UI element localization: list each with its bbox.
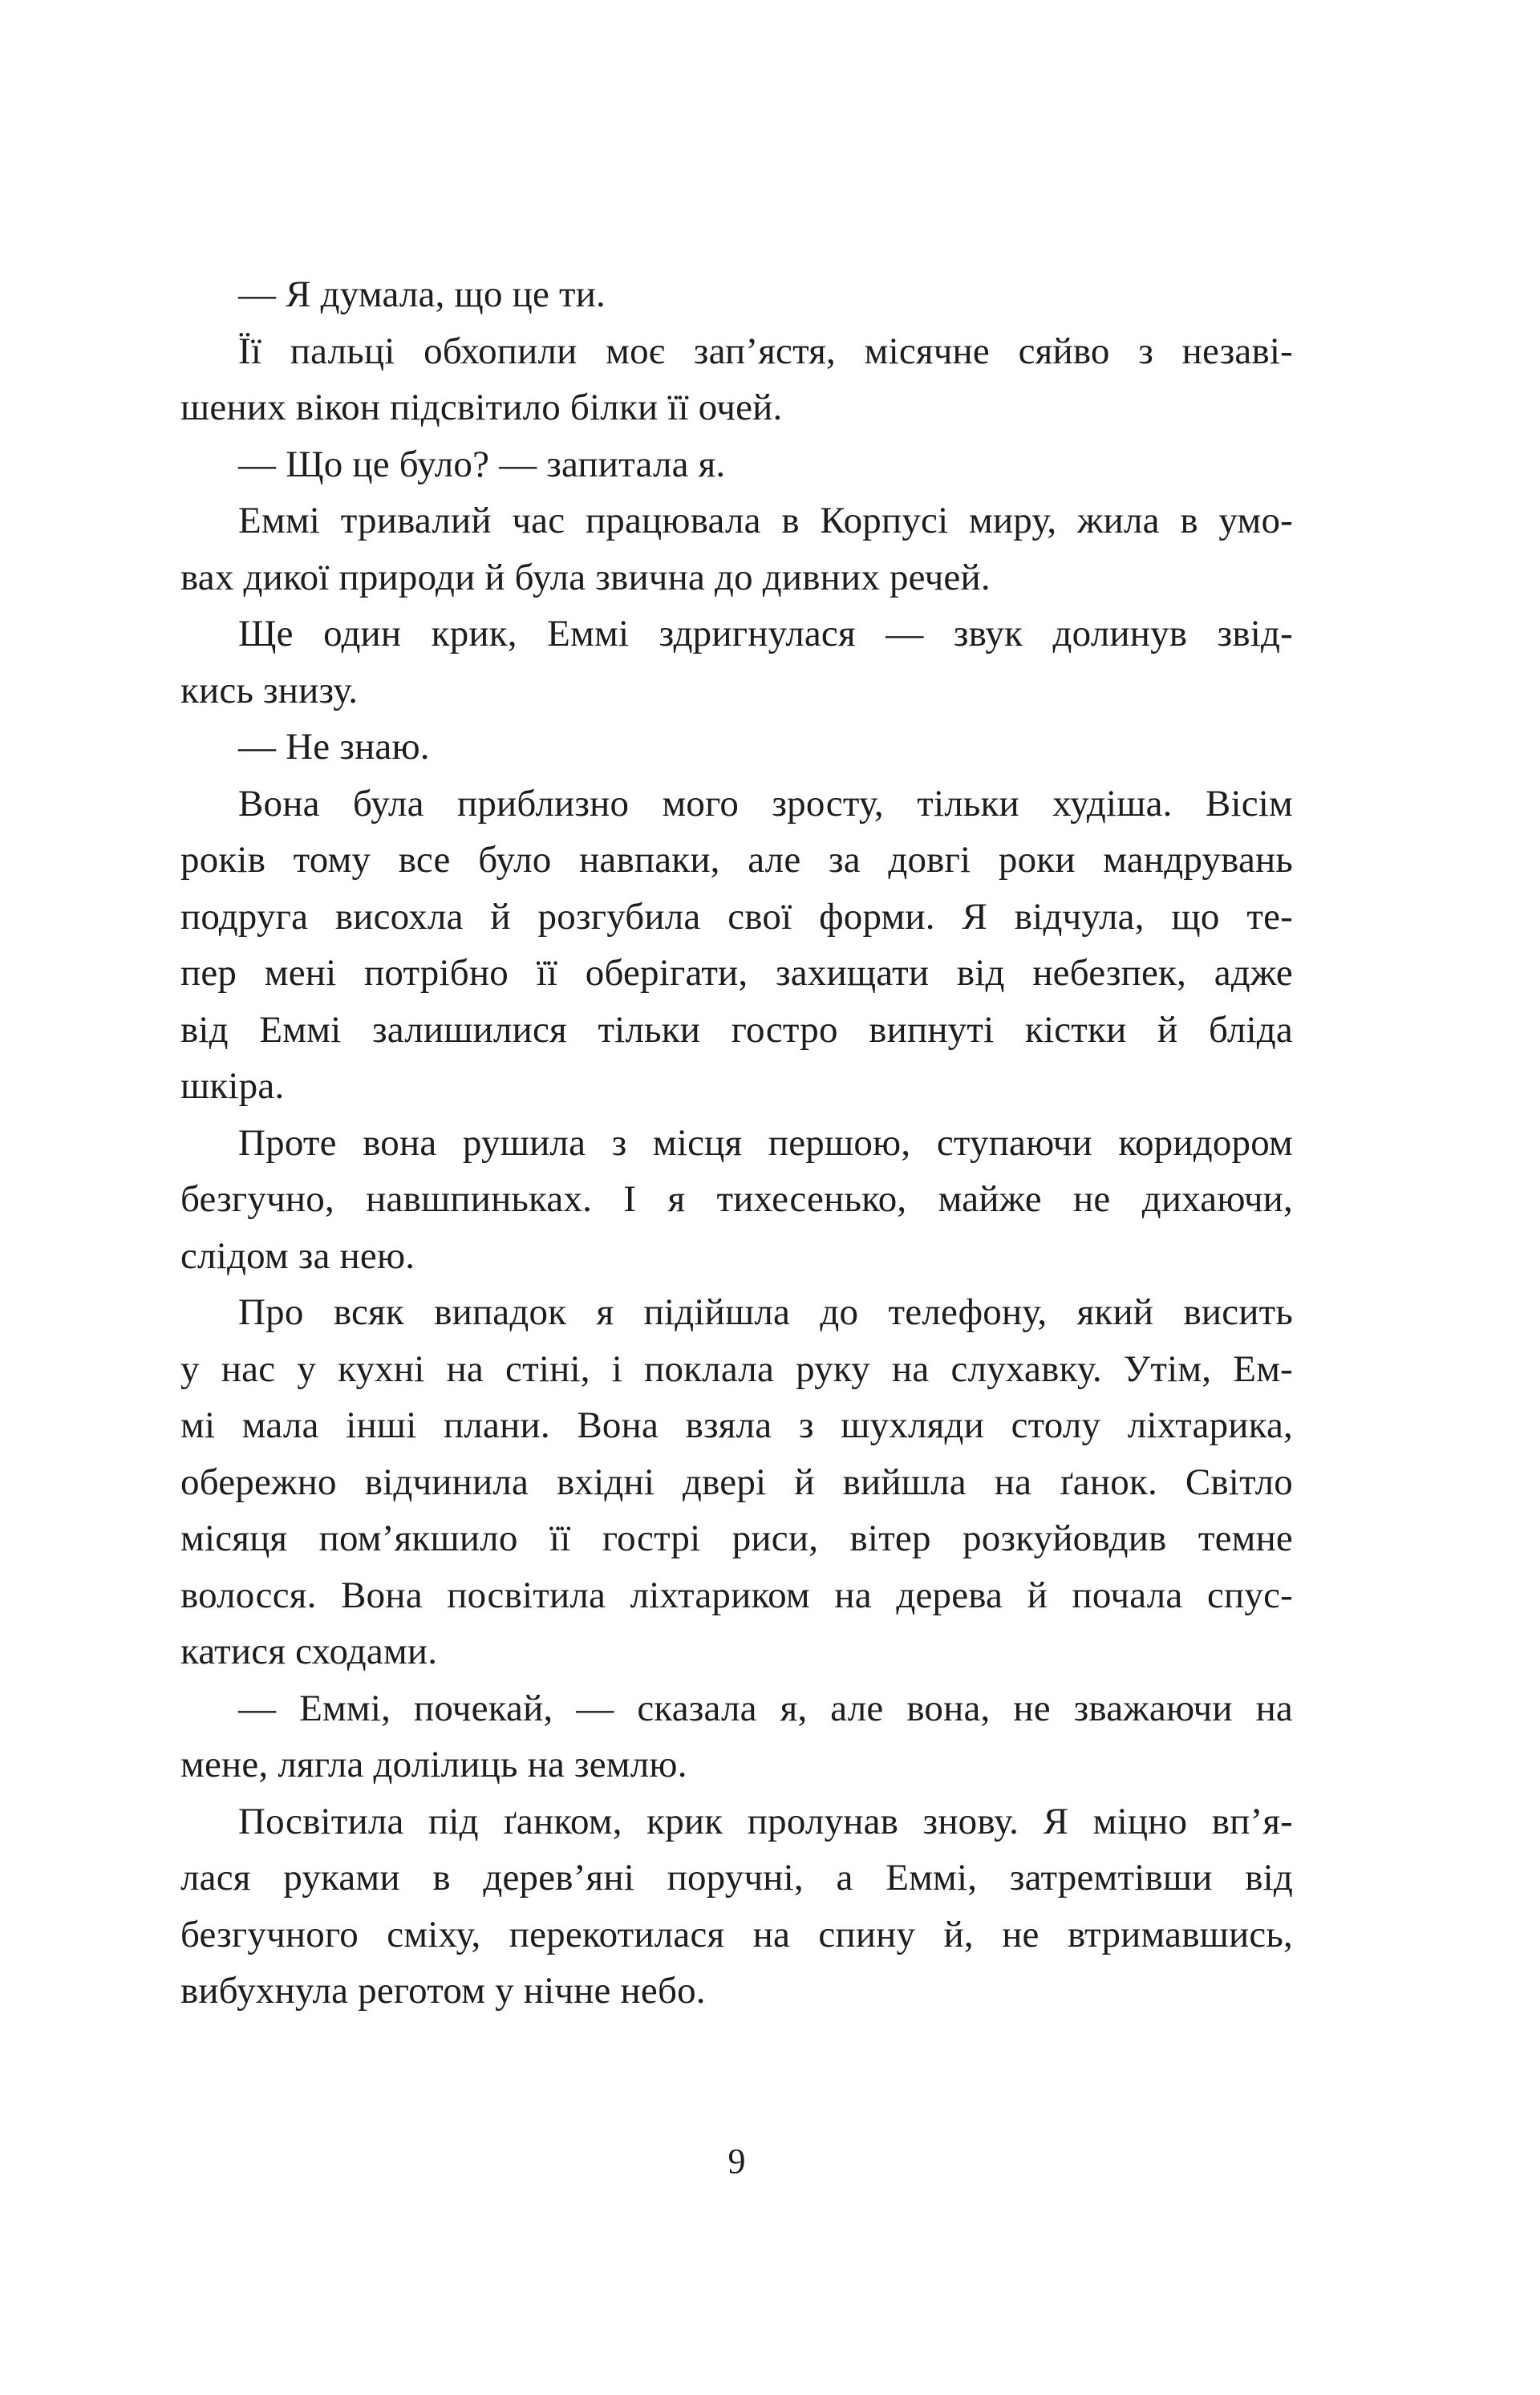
text-line: Проте вона рушила з місця першою, ступаючи коридором: [238, 1121, 1293, 1164]
text-line: Посвітила під ґанком, крик пролунав знову. Я міцно вп’я-: [238, 1800, 1293, 1842]
text-line: вах дикої природи й була звична до дивних речей.: [180, 556, 991, 598]
text-line: Еммі тривалий час працювала в Корпусі миру, жила в умо-: [238, 500, 1293, 541]
text-line: обережно відчинила вхідні двері й вийшла на ґанок. Світло: [180, 1461, 1293, 1503]
text-line: кись знизу.: [180, 669, 359, 711]
text-line: вибухнула реготом у нічне небо.: [180, 1970, 706, 2012]
text-line: катися сходами.: [180, 1631, 438, 1672]
text-line: пер мені потрібно її оберігати, захищати від небезпек, адже: [180, 952, 1293, 994]
text-line: Її пальці обхопили моє зап’ястя, місячне сяйво з незаві-: [238, 330, 1293, 372]
body-text: [180, 266, 1293, 2020]
text-line: лася руками в дерев’яні поручні, а Еммі, затремтівши від: [180, 1857, 1293, 1899]
text-line: у нас у кухні на стіні, і поклала руку на слухавку. Утім, Ем-: [180, 1347, 1293, 1390]
text-line: — Еммі, почекай, — сказала я, але вона, не зважаючи на: [238, 1687, 1293, 1729]
text-line: — Що це було? — запитала я.: [238, 443, 726, 485]
text-line: Вона була приблизно мого зросту, тільки худіша. Вісім: [238, 782, 1293, 825]
text-line: слідом за нею.: [180, 1234, 415, 1277]
text-line: мене, лягла долілиць на землю.: [180, 1744, 687, 1785]
page-number: 9: [727, 2142, 746, 2181]
text-line: — Не знаю.: [238, 726, 430, 768]
text-line: місяця пом’якшило її гострі риси, вітер розкуйовдив темне: [180, 1518, 1293, 1559]
text-line: волосся. Вона посвітила ліхтариком на дерева й почала спус-: [180, 1574, 1293, 1616]
text-line: років тому все було навпаки, але за довгі роки мандрувань: [180, 839, 1293, 881]
text-line: подруга висохла й розгубила свої форми. Я відчула, що те-: [180, 895, 1293, 938]
text-line: від Еммі залишилися тільки гостро випнуті кістки й бліда: [180, 1008, 1293, 1051]
text-line: шених вікон підсвітило білки її очей.: [180, 387, 783, 428]
text-line: безгучно, навшпиньках. І я тихесенько, майже не дихаючи,: [180, 1178, 1293, 1220]
text-line: шкіра.: [180, 1065, 285, 1107]
text-line: безгучного сміху, перекотилася на спину й, не втримавшись,: [180, 1913, 1293, 1955]
text-line: Ще один крик, Еммі здригнулася — звук долинув звід-: [238, 613, 1293, 654]
text-line: — Я думала, що це ти.: [238, 274, 606, 315]
text-line: мі мала інші плани. Вона взяла з шухляди столу ліхтарика,: [180, 1404, 1293, 1446]
page-footer: [180, 2134, 1293, 2190]
text-line: Про всяк випадок я підійшла до телефону, який висить: [238, 1291, 1293, 1333]
